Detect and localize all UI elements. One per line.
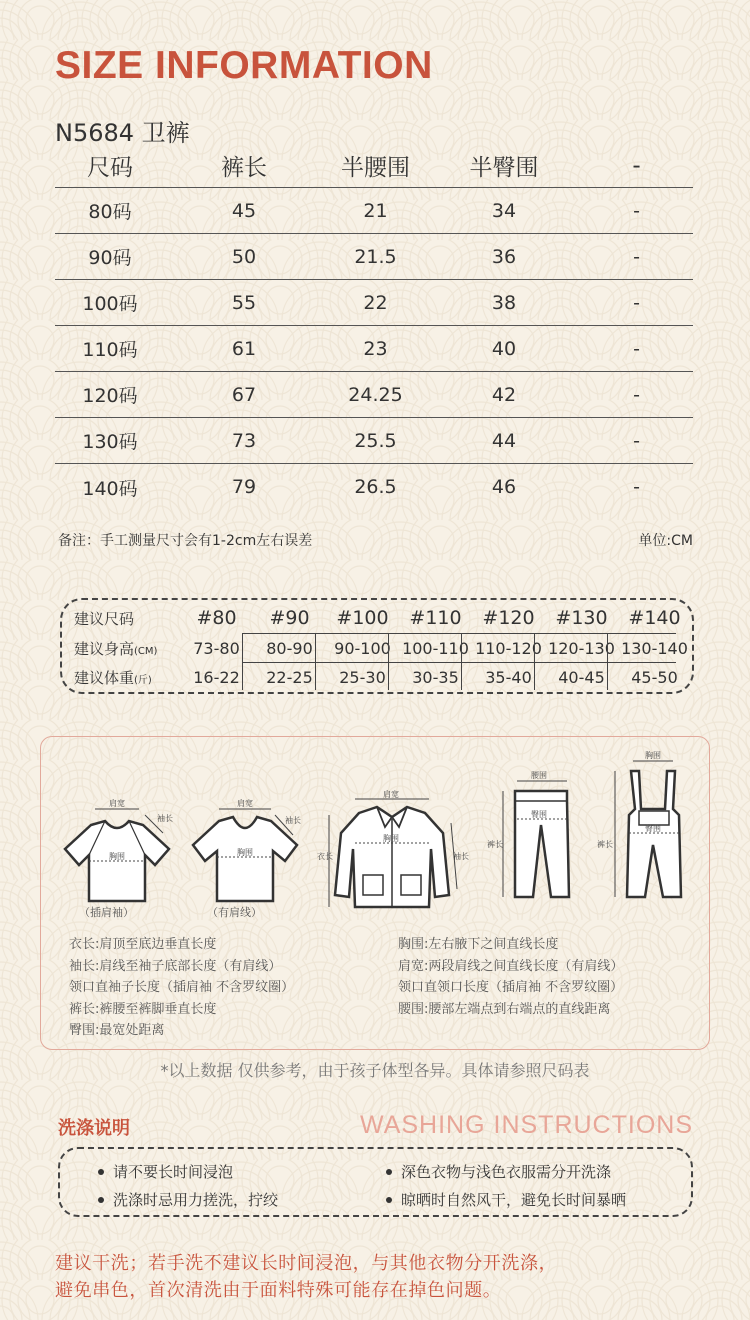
table-row (55, 234, 693, 280)
rec-height: 73-80 (193, 638, 240, 658)
table-cell: 120码 (82, 385, 138, 407)
header-cell: 裤长 (221, 155, 267, 181)
table-cell: 34 (491, 199, 517, 222)
table-cell: 100码 (82, 293, 138, 315)
table-cell: 46 (491, 476, 517, 498)
table-cell: 130码 (82, 431, 138, 453)
rec-height: 90-100 (334, 638, 391, 658)
rec-weight: 25-30 (339, 667, 386, 687)
rec-weight-label: 建议体重(斤) (74, 668, 152, 687)
bullet-icon (386, 1169, 392, 1175)
table-cell: 90码 (88, 247, 132, 269)
care-warning-line: 建议干洗；若手洗不建议长时间浸泡，与其他衣物分开洗涤， (55, 1253, 558, 1274)
measure-def: 胸围:左右腋下之间直线长度 (398, 937, 559, 952)
table-cell: 45 (231, 199, 257, 222)
size-table-header (55, 144, 693, 188)
table-cell: 40 (491, 337, 517, 360)
table-cell: - (633, 476, 640, 498)
table-cell: 67 (231, 383, 257, 406)
pants-length-label: 裤长 (487, 840, 503, 849)
header-cell: 半腰围 (341, 155, 410, 181)
rec-divider (315, 634, 316, 690)
header-cell: - (632, 152, 641, 179)
rec-size: #110 (409, 607, 462, 629)
wash-item: 请不要长时间浸泡 (98, 1161, 233, 1182)
table-cell: 79 (231, 476, 257, 498)
rec-weight: 40-45 (558, 667, 605, 687)
measurement-error-note: 备注：手工测量尺寸会有1-2cm左右误差 (58, 533, 313, 549)
rec-weight: 35-40 (485, 667, 532, 687)
measure-def: 衣长:肩顶至底边垂直长度 (69, 937, 217, 952)
shoulder-width-label: 肩宽 (109, 799, 125, 808)
table-cell: 50 (231, 245, 257, 268)
waist-label: 腰围 (531, 771, 547, 780)
recommendation-table (60, 598, 694, 694)
table-cell: 21 (363, 199, 388, 222)
table-cell: 25.5 (354, 429, 397, 452)
raglan-tshirt-icon (57, 795, 177, 915)
table-cell: 42 (491, 383, 517, 406)
wash-item: 洗涤时忌用力搓洗，拧绞 (98, 1189, 278, 1210)
rec-weight: 22-25 (266, 667, 313, 687)
rec-size: #90 (269, 607, 310, 629)
table-row (55, 418, 693, 464)
rec-divider (242, 633, 676, 634)
setin-tshirt-icon (185, 795, 305, 915)
rec-divider (388, 634, 389, 690)
length-label: 衣长 (317, 852, 333, 861)
table-row (55, 326, 693, 372)
pants-length-label: 裤长 (597, 840, 613, 849)
measure-def: 袖长:肩线至袖子底部长度（有肩线） (69, 958, 282, 974)
size-table (55, 144, 693, 510)
washing-title-cn: 洗涤说明 (58, 1118, 130, 1139)
chest-label: 胸围 (645, 751, 661, 760)
table-row (55, 280, 693, 326)
table-cell: 44 (491, 429, 517, 452)
rec-weight: 16-22 (193, 667, 240, 687)
measure-def: 裤长:裤腰至裤脚垂直长度 (69, 1001, 217, 1017)
measure-def: 领口直领口长度（插肩袖 不含罗纹圈） (398, 980, 624, 995)
table-cell: - (633, 383, 640, 406)
hip-label: 臀围 (645, 824, 661, 833)
table-cell: 26.5 (354, 476, 397, 498)
care-warning-line: 避免串色，首次清洗由于面料特殊可能存在掉色问题。 (55, 1280, 502, 1301)
table-cell: 22 (363, 291, 388, 314)
table-row (55, 464, 693, 510)
measure-defs-right (398, 934, 623, 1020)
unit-label: 单位:CM (638, 533, 693, 549)
rec-divider (534, 634, 535, 690)
table-cell: 61 (231, 337, 257, 360)
table-cell: 73 (231, 429, 257, 452)
header-cell: 尺码 (87, 155, 133, 181)
table-cell: - (633, 337, 640, 360)
rec-size-row (62, 604, 696, 632)
rec-weight-row (62, 663, 696, 691)
table-cell: 55 (231, 291, 257, 314)
table-row (55, 372, 693, 418)
shoulder-width-label: 肩宽 (383, 790, 399, 799)
rec-height: 130-140 (621, 638, 688, 658)
measure-def: 臀围:最宽处距离 (69, 1023, 165, 1038)
table-cell: 38 (491, 291, 517, 314)
measure-defs-left (69, 934, 294, 1042)
jacket-icon (317, 789, 467, 919)
product-code: N5684 卫裤 (55, 119, 190, 147)
shoulder-width-label: 肩宽 (237, 799, 253, 808)
washing-instructions-box (58, 1147, 693, 1217)
pants-icon (487, 767, 587, 907)
rec-size: #120 (482, 607, 535, 629)
rec-size: #80 (196, 607, 237, 629)
bullet-icon (98, 1169, 104, 1175)
table-row (55, 188, 693, 234)
rec-height: 120-130 (548, 638, 615, 658)
disclaimer: *以上数据 仅供参考，由于孩子体型各异。具体请参照尺码表 (160, 1061, 590, 1080)
hip-label: 臀围 (531, 810, 547, 819)
header-cell: 半臀围 (469, 155, 539, 181)
measure-def: 腰围:腰部左端点到右端点的直线距离 (398, 1001, 611, 1017)
measurement-note-row (58, 530, 693, 550)
table-cell: 80码 (88, 201, 132, 223)
rec-divider (242, 634, 243, 690)
rec-weight: 45-50 (631, 667, 678, 687)
chest-label: 胸围 (237, 848, 253, 857)
rec-divider (242, 662, 676, 663)
rec-height: 100-110 (402, 638, 469, 658)
rec-size-label: 建议尺码 (74, 609, 135, 628)
overalls-icon (597, 747, 707, 907)
washing-title-en: WASHING INSTRUCTIONS (360, 1111, 693, 1139)
table-cell: 110码 (82, 339, 138, 361)
table-cell: 36 (491, 245, 517, 268)
table-cell: 23 (363, 337, 388, 360)
setin-caption: （有肩线） (207, 906, 262, 919)
bullet-icon (386, 1197, 392, 1203)
raglan-caption: （插肩袖） (79, 906, 134, 919)
table-cell: - (633, 291, 640, 314)
table-cell: 21.5 (354, 245, 397, 268)
rec-height: 80-90 (266, 638, 313, 658)
rec-weight: 30-35 (412, 667, 459, 687)
rec-divider (607, 634, 608, 690)
table-cell: - (633, 245, 640, 268)
measure-def: 领口直袖子长度（插肩袖 不含罗纹圈） (69, 980, 295, 995)
rec-height: 110-120 (475, 638, 542, 658)
measure-def: 肩宽:两段肩线之间直线长度（有肩线） (398, 958, 624, 974)
care-warning (55, 1250, 705, 1304)
table-cell: 24.25 (348, 383, 403, 406)
rec-size: #100 (336, 607, 389, 629)
table-cell: 140码 (82, 477, 138, 500)
sleeve-length-label: 袖长 (157, 814, 173, 823)
page-title: SIZE INFORMATION (55, 44, 433, 87)
bullet-icon (98, 1197, 104, 1203)
chest-label: 胸围 (383, 834, 399, 843)
table-cell: - (633, 429, 640, 452)
measurement-guide (40, 736, 710, 1050)
chest-label: 胸围 (109, 852, 125, 861)
rec-divider (461, 634, 462, 690)
wash-item: 深色衣物与浅色衣服需分开洗涤 (386, 1161, 611, 1182)
rec-height-label: 建议身高(CM) (74, 639, 158, 658)
sleeve-length-label: 袖长 (285, 816, 301, 825)
wash-item: 晾晒时自然风干，避免长时间暴晒 (386, 1189, 626, 1210)
sleeve-length-label: 袖长 (453, 852, 469, 861)
rec-height-row (62, 634, 696, 662)
rec-size: #140 (628, 607, 681, 629)
rec-size: #130 (555, 607, 608, 629)
table-cell: - (633, 199, 640, 222)
